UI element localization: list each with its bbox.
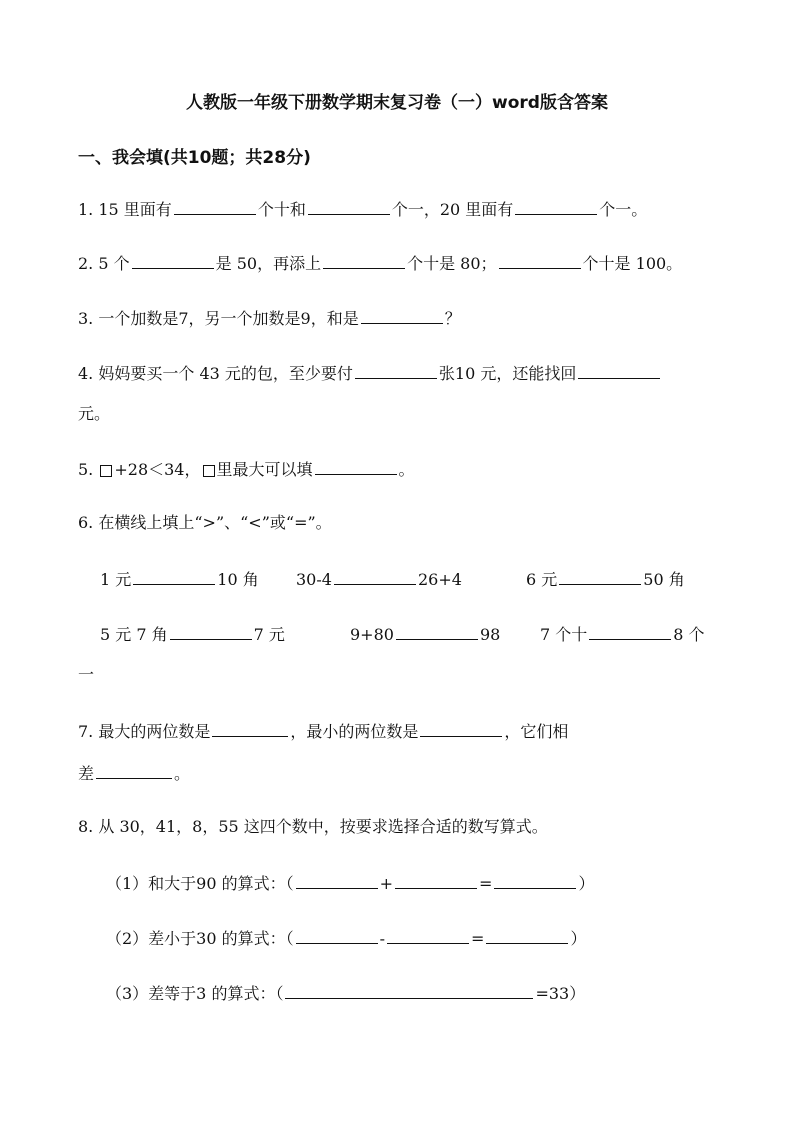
- answer-blank[interactable]: [132, 252, 214, 269]
- question-7: 7. 最大的两位数是 ，最小的两位数是 ，它们相: [78, 722, 569, 741]
- compare-item: 9+80 98: [350, 625, 501, 644]
- question-1: 1. 15 里面有 个十和 个一，20 里面有 个一。: [78, 200, 648, 219]
- compare-item: 7 个十 8 个: [540, 625, 705, 644]
- answer-blank[interactable]: [396, 623, 478, 640]
- answer-blank[interactable]: [494, 872, 576, 889]
- answer-blank[interactable]: [133, 568, 215, 585]
- question-2: 2. 5 个 是 50，再添上 个十是 80； 个十是 100。: [78, 254, 683, 273]
- answer-blank[interactable]: [395, 872, 477, 889]
- answer-blank[interactable]: [578, 362, 660, 379]
- answer-blank[interactable]: [285, 982, 533, 999]
- answer-blank[interactable]: [170, 623, 252, 640]
- answer-blank[interactable]: [355, 362, 437, 379]
- question-4: 4. 妈妈要买一个 43 元的包，至少要付 张10 元，还能找回: [78, 362, 662, 384]
- compare-item: 1 元 10 角: [100, 570, 259, 589]
- square-box: [203, 465, 215, 477]
- answer-blank[interactable]: [420, 720, 502, 737]
- question-7-cont: 差 。: [78, 764, 191, 783]
- compare-item-cont: 一: [78, 665, 95, 684]
- square-box: [100, 465, 112, 477]
- question-6: 6. 在横线上填上“>”、“<”或“=”。: [78, 513, 332, 532]
- answer-blank[interactable]: [212, 720, 288, 737]
- answer-blank[interactable]: [486, 927, 568, 944]
- answer-blank[interactable]: [499, 252, 581, 269]
- answer-blank[interactable]: [296, 927, 378, 944]
- question-3: 3. 一个加数是7，另一个加数是9，和是 ？: [78, 309, 461, 328]
- question-8-sub-2: （2）差小于30 的算式：（ - = ）: [106, 929, 587, 948]
- answer-blank[interactable]: [515, 198, 597, 215]
- question-8-sub-1: （1）和大于90 的算式：（ + = ）: [106, 874, 595, 893]
- compare-item: 5 元 7 角 7 元: [100, 625, 285, 644]
- answer-blank[interactable]: [308, 198, 390, 215]
- answer-blank[interactable]: [387, 927, 469, 944]
- answer-blank[interactable]: [323, 252, 405, 269]
- page-title: 人教版一年级下册数学期末复习卷（一）word版含答案: [186, 93, 608, 113]
- answer-blank[interactable]: [559, 568, 641, 585]
- answer-blank[interactable]: [589, 623, 671, 640]
- answer-blank[interactable]: [96, 762, 172, 779]
- answer-blank[interactable]: [361, 307, 443, 324]
- question-5: 5. +28＜34， 里最大可以填 。: [78, 460, 415, 479]
- answer-blank[interactable]: [315, 458, 397, 475]
- question-4-cont: 元。: [78, 404, 111, 423]
- compare-item: 30-4 26+4: [296, 570, 462, 589]
- compare-item: 6 元 50 角: [526, 570, 685, 589]
- answer-blank[interactable]: [296, 872, 378, 889]
- question-8: 8. 从 30，41，8，55 这四个数中，按要求选择合适的数写算式。: [78, 817, 548, 836]
- answer-blank[interactable]: [174, 198, 256, 215]
- question-8-sub-3: （3）差等于3 的算式：（ =33）: [106, 984, 586, 1003]
- answer-blank[interactable]: [334, 568, 416, 585]
- section-heading-fill: 一、我会填(共10题；共28分): [78, 148, 311, 168]
